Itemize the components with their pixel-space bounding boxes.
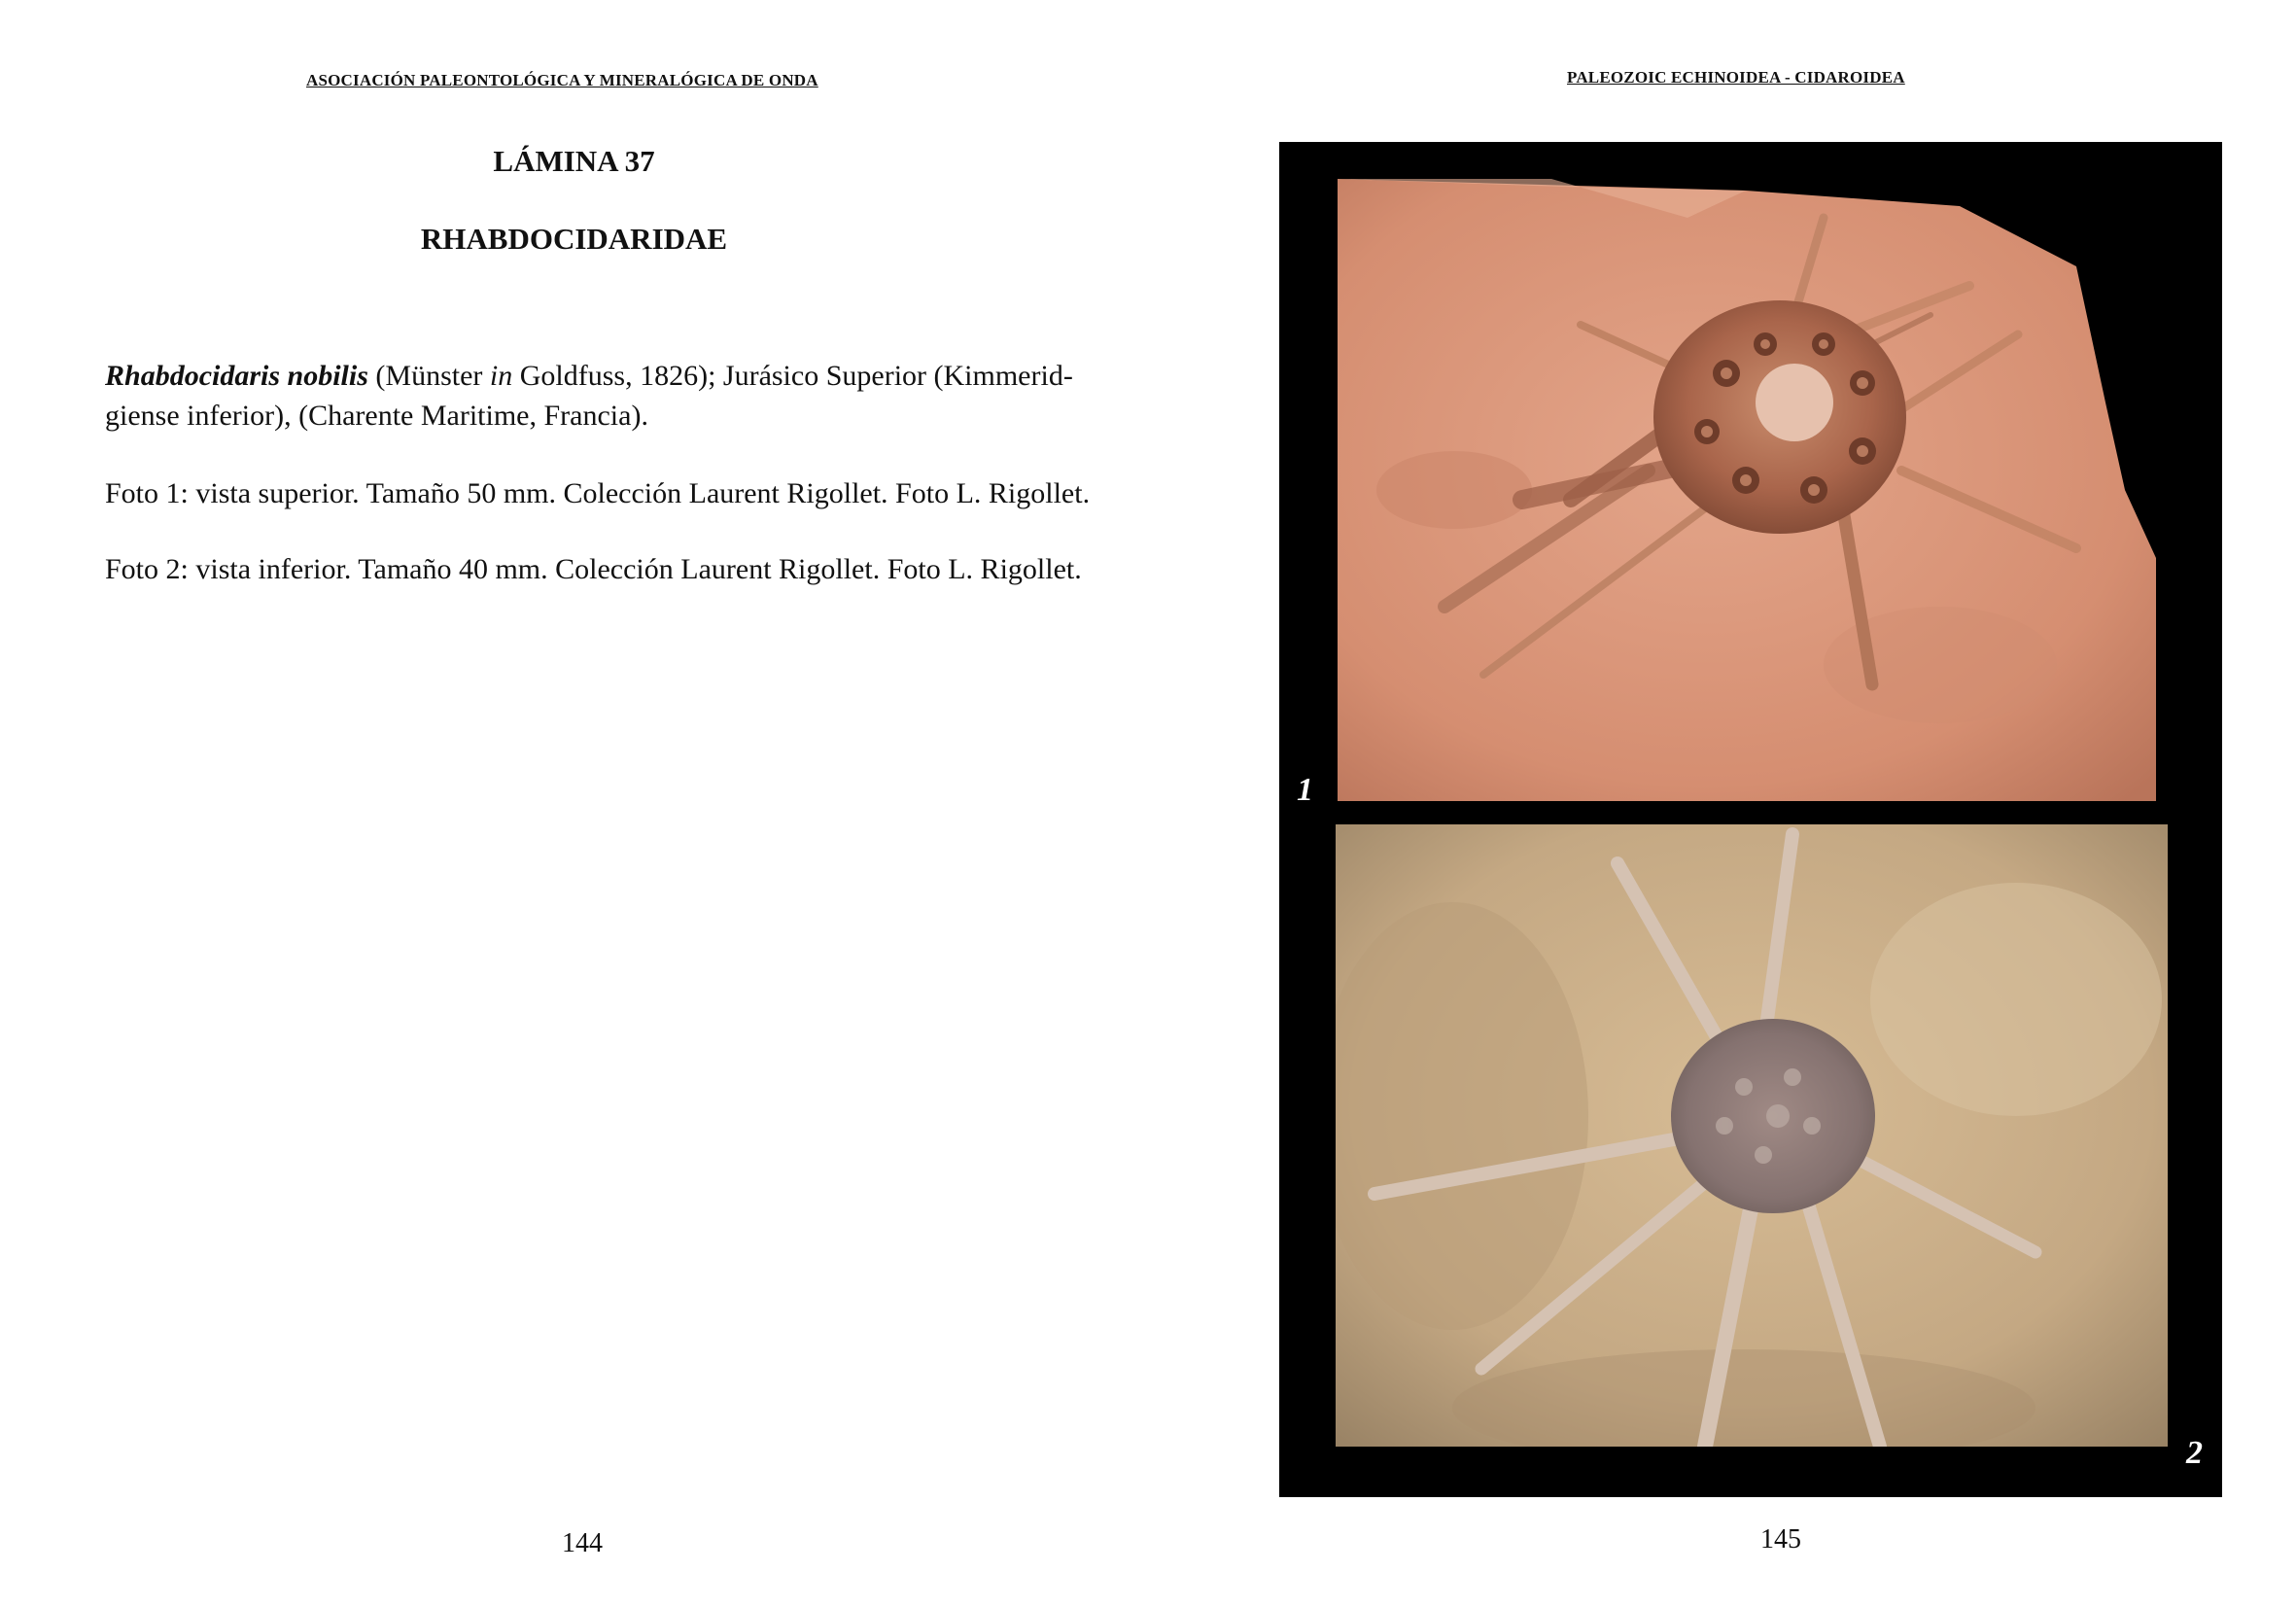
- plate-frame: [1279, 142, 2222, 1497]
- fossil-photo-upper-view: [1338, 179, 2156, 801]
- species-author-pre: (Münster: [367, 360, 490, 392]
- plate-title: LÁMINA 37: [493, 144, 655, 178]
- running-head-right: PALEOZOIC ECHINOIDEA - CIDAROIDEA: [1567, 68, 1905, 87]
- running-head-left: ASOCIACIÓN PALEONTOLÓGICA Y MINERALÓGICA DE ONDA: [306, 71, 818, 89]
- species-description: [105, 356, 1203, 436]
- fossil-photo-lower-view: [1336, 824, 2168, 1447]
- species-line2: giense inferior), (Charente Maritime, Francia).: [105, 400, 648, 432]
- species-author-in: in: [489, 360, 513, 392]
- page-number-right: 145: [1760, 1524, 1801, 1555]
- figure-label-2: 2: [2186, 1435, 2203, 1471]
- photo1-caption: Foto 1: vista superior. Tamaño 50 mm. Colección Laurent Rigollet. Foto L. Rigollet.: [105, 477, 1091, 509]
- photo2-caption: Foto 2: vista inferior. Tamaño 40 mm. Colección Laurent Rigollet. Foto L. Rigollet.: [105, 553, 1082, 585]
- family-title: RHABDOCIDARIDAE: [420, 222, 728, 256]
- right-page: [1148, 0, 2296, 1607]
- page-number-left: 144: [562, 1528, 603, 1558]
- species-name: Rhabdocidaris nobilis: [105, 360, 368, 392]
- figure-label-1: 1: [1297, 772, 1313, 808]
- species-author-post: Goldfuss, 1826); Jurásico Superior (Kimmerid-: [512, 360, 1073, 392]
